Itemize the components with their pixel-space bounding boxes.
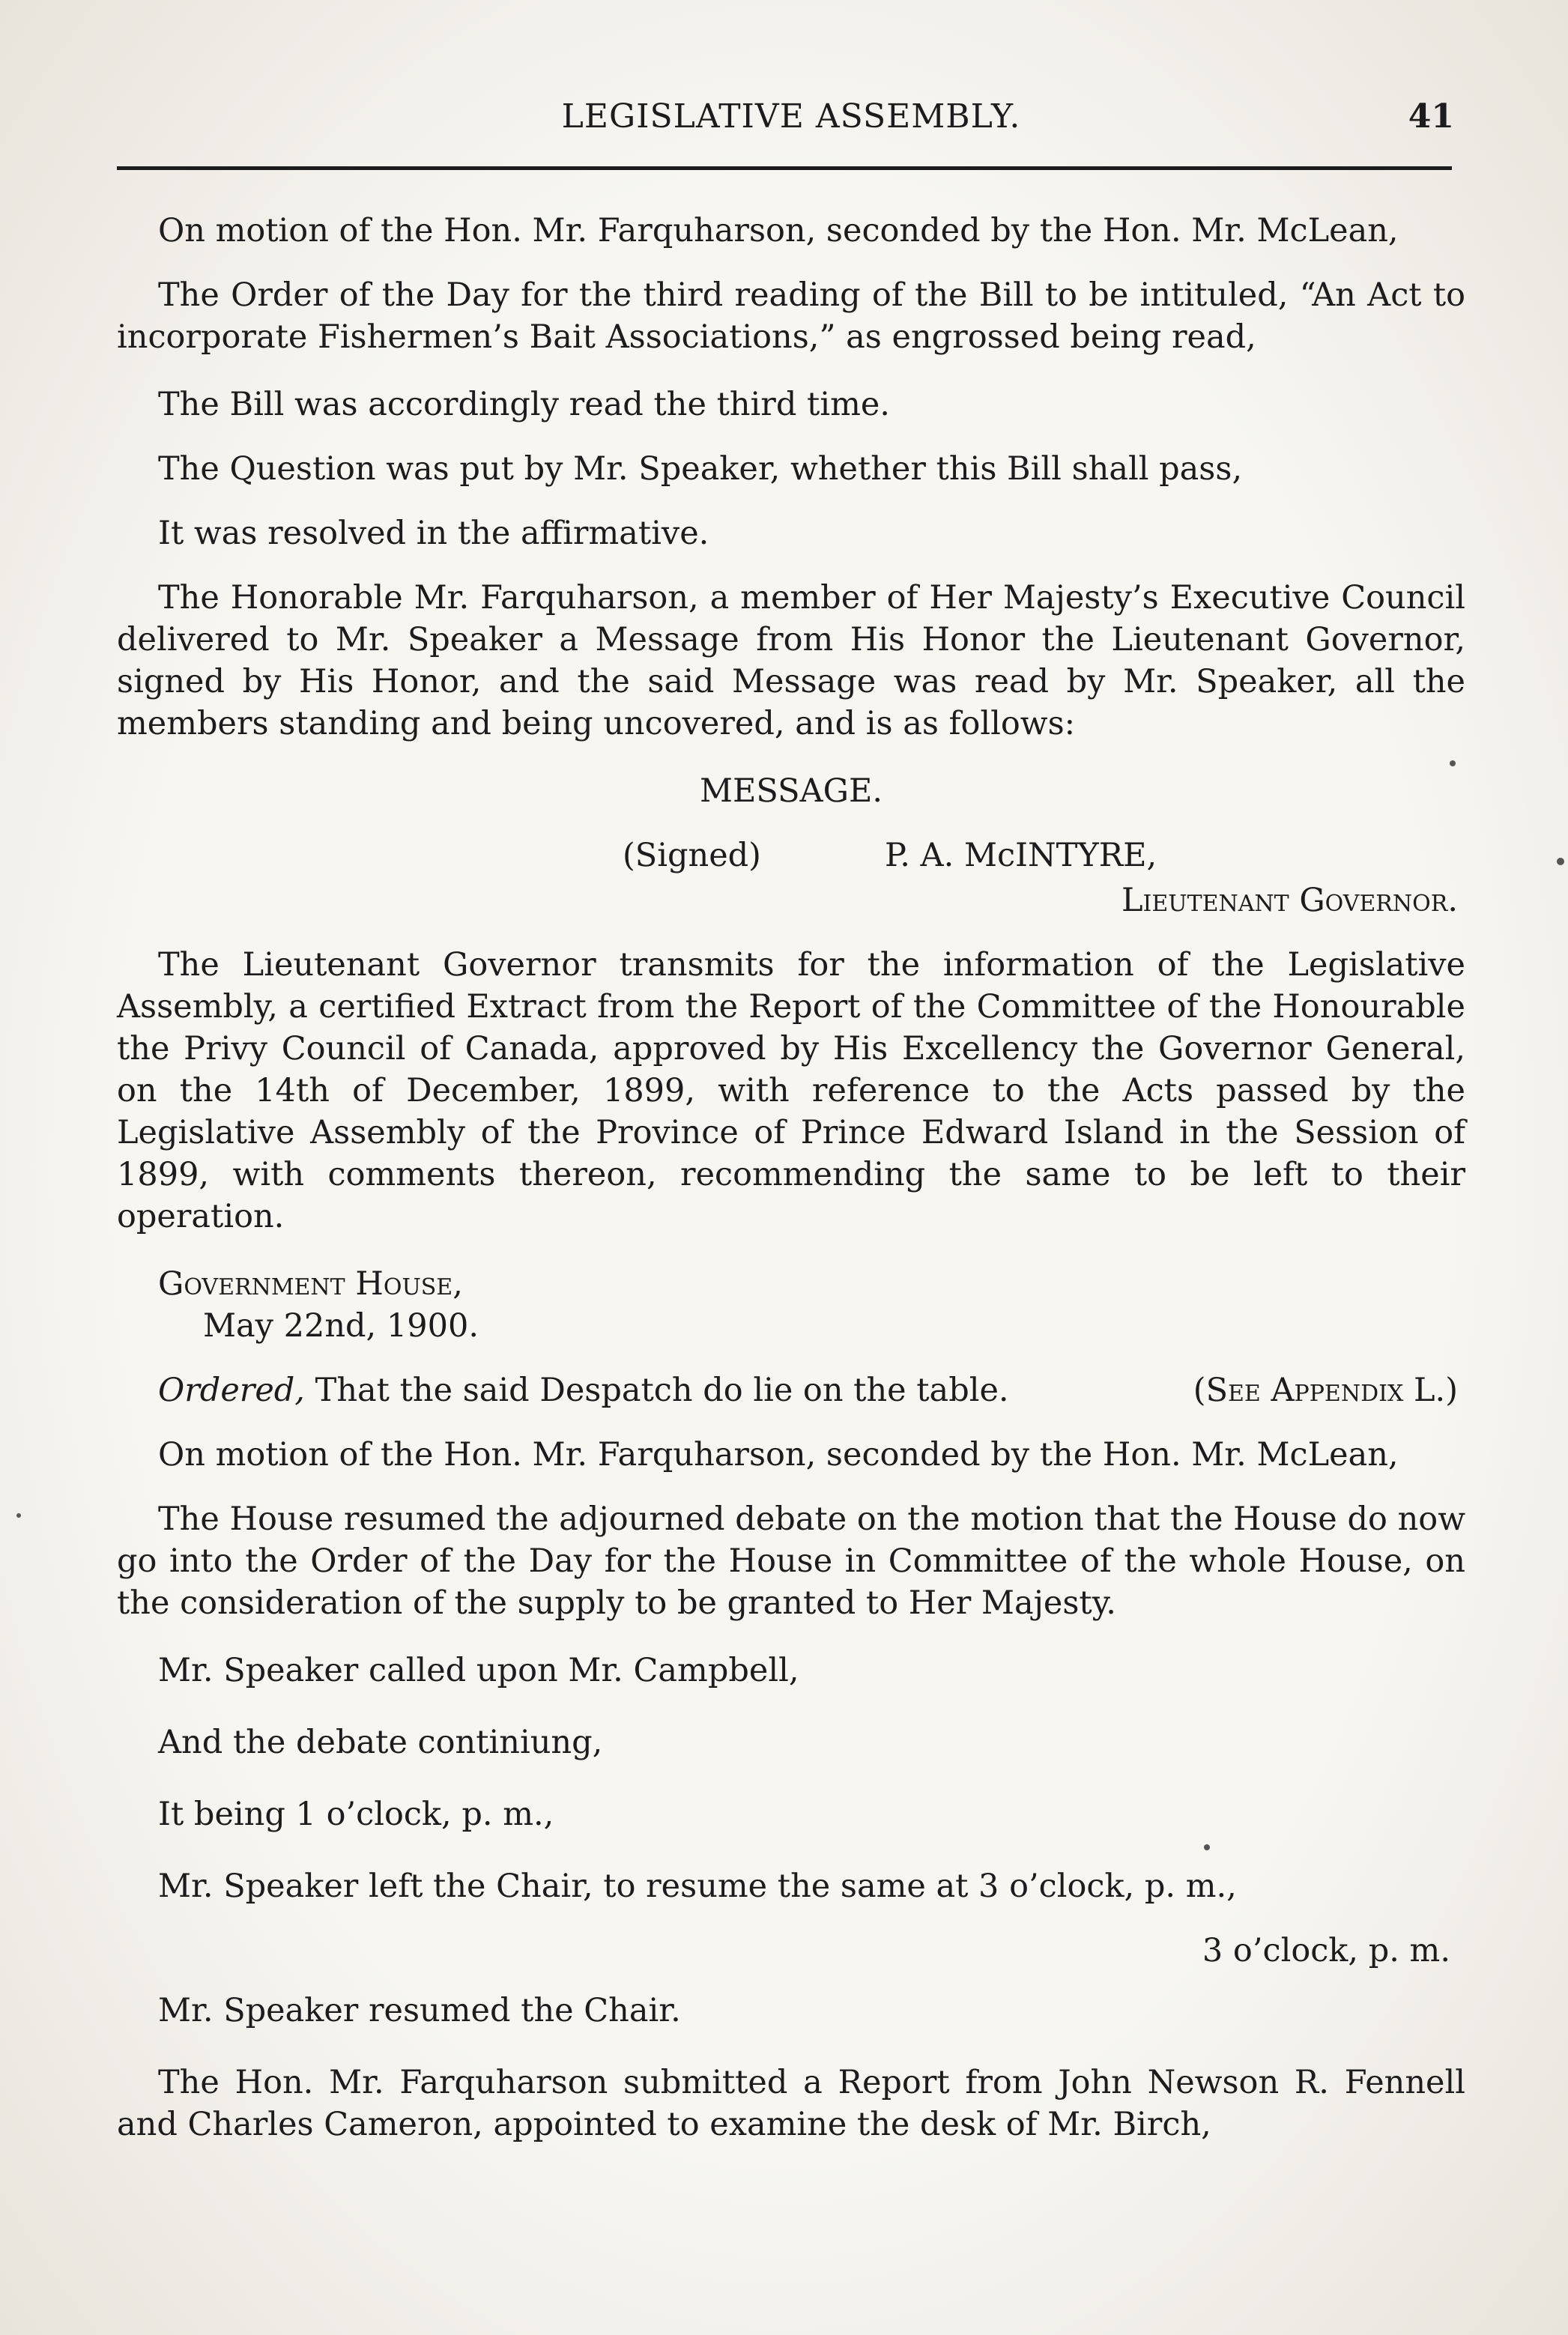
ordered-rest: That the said Despatch do lie on the table. <box>315 1372 1009 1409</box>
ordered-line <box>117 1369 1465 1411</box>
page-header <box>117 91 1465 144</box>
date-line: May 22nd, 1900. <box>203 1307 479 1345</box>
paragraph-debate-continuing: And the debate continiung, <box>158 1724 603 1761</box>
paragraph-report: The Hon. Mr. Farquharson submitted a Report from John Newson R. Fennell and Charles Cameron, appointed to examine the desk of Mr. Birch, <box>117 2064 1465 2143</box>
paragraph-left-chair: Mr. Speaker left the Chair, to resume the same at 3 o’clock, p. m., <box>158 1868 1237 1905</box>
signed-label: (Signed) <box>623 837 761 874</box>
paragraph-message-delivery: The Honorable Mr. Farquharson, a member of Her Majesty’s Executive Council delivered to Mr. Speaker a Message from His Honor the Lieutenant Governor, signed by His Honor, and the said Message was read by Mr. Speaker, all the members standing and being uncovered, and is as follows: <box>117 579 1465 742</box>
time-line: 3 o’clock, p. m. <box>1202 1932 1450 1969</box>
paragraph-campbell: Mr. Speaker called upon Mr. Campbell, <box>158 1652 799 1689</box>
paragraph-motion-1: On motion of the Hon. Mr. Farquharson, seconded by the Hon. Mr. McLean, <box>158 212 1399 249</box>
message-heading: MESSAGE. <box>699 772 883 810</box>
scan-speck <box>1204 1844 1210 1850</box>
ordered-text <box>158 1369 1009 1411</box>
ordered-word: Ordered, <box>158 1372 305 1409</box>
paragraph-motion-2: On motion of the Hon. Mr. Farquharson, seconded by the Hon. Mr. McLean, <box>158 1436 1399 1474</box>
signer-title: Lieutenant Governor. <box>1121 882 1458 919</box>
paragraph-third-reading: The Bill was accordingly read the third time. <box>158 386 890 423</box>
appendix-reference: (See Appendix L.) <box>1193 1372 1458 1409</box>
document-body <box>117 210 1465 2171</box>
paragraph-question: The Question was put by Mr. Speaker, whether this Bill shall pass, <box>158 450 1243 488</box>
scan-speck <box>1557 858 1564 865</box>
paragraph-resolved: It was resolved in the affirmative. <box>158 515 709 552</box>
header-rule <box>117 166 1452 170</box>
signature-line <box>117 835 1465 879</box>
paragraph-resumed-chair: Mr. Speaker resumed the Chair. <box>158 1992 681 2029</box>
page-number: 41 <box>1408 97 1454 136</box>
signer-name: P. A. McINTYRE, <box>885 837 1157 874</box>
paragraph-debate-resumed: The House resumed the adjourned debate on the motion that the House do now go into the Order of the Day for the House in Committee of the whole House, on the consideration of the supply to be granted to Her Majesty. <box>117 1500 1465 1622</box>
paragraph-message-body: The Lieutenant Governor transmits for the information of the Legislative Assembly, a certified Extract from the Report of the Committee of the Honourable the Privy Council of Canada, approved by His Excellency the Governor General, on the 14th of December, 1899, with reference to the Acts passed by the Legislative Assembly of the Province of Prince Edward Island in the Session of 1899, with comments thereon, recommending the same to be left to their operation. <box>117 946 1465 1235</box>
place-line: Government House, <box>158 1265 463 1303</box>
paragraph-one-oclock: It being 1 o’clock, p. m., <box>158 1796 554 1833</box>
scan-speck <box>1450 760 1456 766</box>
page-title: LEGISLATIVE ASSEMBLY. <box>561 97 1021 136</box>
scan-speck <box>16 1513 21 1518</box>
paragraph-order-of-day: The Order of the Day for the third reading of the Bill to be intituled, “An Act to incorporate Fishermen’s Bait Associations,” as engrossed being read, <box>117 276 1465 356</box>
